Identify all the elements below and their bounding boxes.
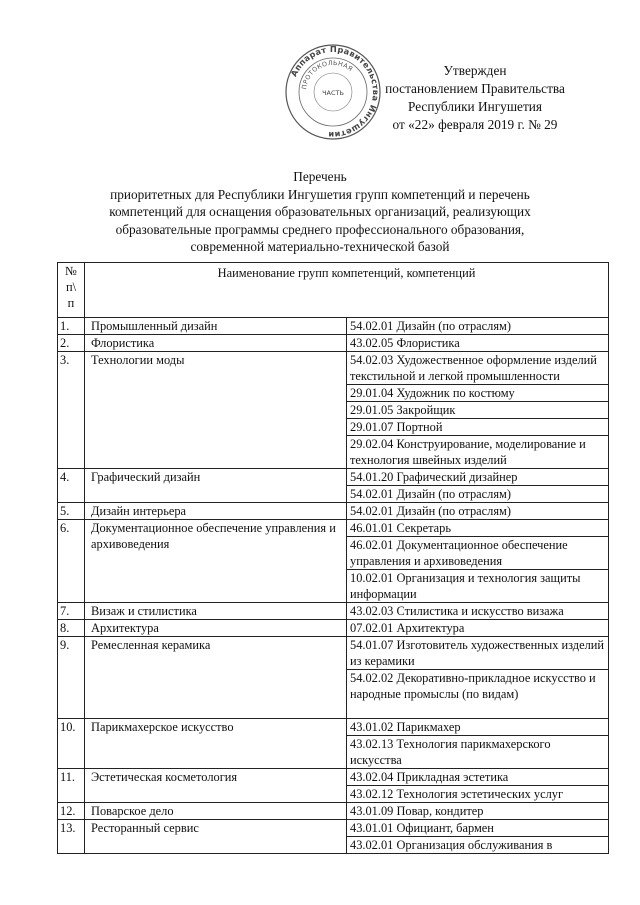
competency-code: 54.02.03 Художественное оформление изделий текстильной и легкой промышленности: [347, 352, 609, 385]
competency-code: 29.02.04 Конструирование, моделирование и технология швейных изделий: [347, 436, 609, 469]
table-row: [58, 503, 609, 520]
header-num-line: п: [67, 296, 75, 310]
table-row: [58, 719, 609, 736]
competency-code: 54.02.02 Декоративно-прикладное искусство и народные промыслы (по видам): [347, 670, 609, 719]
table-row: [58, 335, 609, 352]
seal-outer-text: Аппарат Правительства Ингушетии: [288, 43, 382, 141]
approval-line-1: Утвержден: [443, 63, 507, 78]
competency-group: Промышленный дизайн: [85, 318, 347, 335]
row-number: 13.: [58, 820, 85, 854]
header-title-cell: Наименование групп компетенций, компетенций: [85, 263, 609, 318]
competency-code: 46.01.01 Секретарь: [347, 520, 609, 537]
heading-line-3: образовательные программы среднего профессионального образования,: [115, 221, 525, 237]
header-num-line: №: [65, 264, 77, 278]
competency-code: 54.02.01 Дизайн (по отраслям): [347, 486, 609, 503]
row-number: 11.: [58, 769, 85, 803]
competency-code: 54.01.07 Изготовитель художественных изделий из керамики: [347, 637, 609, 670]
competency-group: Ресторанный сервис: [85, 820, 347, 854]
row-number: 10.: [58, 719, 85, 769]
table-row: [58, 820, 609, 837]
competency-table: [57, 262, 609, 854]
row-number: 1.: [58, 318, 85, 335]
competency-group: Документационное обеспечение управления и архивоведения: [85, 520, 347, 603]
svg-text:ПРОТОКОЛЬНАЯ: [301, 60, 354, 90]
row-number: 2.: [58, 335, 85, 352]
document-title: Перечень: [293, 169, 347, 184]
competency-group: Поварское дело: [85, 803, 347, 820]
row-number: 8.: [58, 620, 85, 637]
approval-block: [360, 62, 590, 134]
competency-code: 43.02.05 Флористика: [347, 335, 609, 352]
competency-group: Флористика: [85, 335, 347, 352]
competency-code: 29.01.04 Художник по костюму: [347, 385, 609, 402]
row-number: 3.: [58, 352, 85, 469]
table-row: [58, 520, 609, 537]
row-number: 9.: [58, 637, 85, 719]
header-number-cell: [58, 263, 85, 318]
table-row: [58, 469, 609, 486]
competency-code: 43.01.01 Официант, бармен: [347, 820, 609, 837]
heading-line-2: компетенций для оснащения образовательных организаций, реализующих: [109, 204, 531, 219]
competency-code: 43.02.12 Технология эстетических услуг: [347, 786, 609, 803]
row-number: 5.: [58, 503, 85, 520]
seal-center-text: ЧАСТЬ: [322, 89, 344, 97]
competency-code: 43.02.03 Стилистика и искусство визажа: [347, 603, 609, 620]
competency-code: 29.01.05 Закройщик: [347, 402, 609, 419]
heading-line-1: приоритетных для Республики Ингушетия групп компетенций и перечень: [110, 186, 530, 202]
row-number: 7.: [58, 603, 85, 620]
competency-group: Визаж и стилистика: [85, 603, 347, 620]
document-heading: [70, 168, 570, 256]
competency-code: 43.02.04 Прикладная эстетика: [347, 769, 609, 786]
heading-line-4: современной материально-технической базой: [190, 239, 450, 254]
seal-inner-text: ПРОТОКОЛЬНАЯ: [301, 59, 354, 90]
competency-code: 10.02.01 Организация и технология защиты информации: [347, 570, 609, 603]
competency-group: Парикмахерское искусство: [85, 719, 347, 769]
table-header-row: [58, 263, 609, 318]
table-row: [58, 803, 609, 820]
table-row: [58, 620, 609, 637]
competency-group: Эстетическая косметология: [85, 769, 347, 803]
table-row: [58, 352, 609, 385]
competency-code: 54.02.01 Дизайн (по отраслям): [347, 318, 609, 335]
competency-code: 07.02.01 Архитектура: [347, 620, 609, 637]
header-num-line: п\: [65, 280, 77, 294]
row-number: 12.: [58, 803, 85, 820]
competency-code: 29.01.07 Портной: [347, 419, 609, 436]
approval-line-4: от «22» февраля 2019 г. № 29: [392, 117, 558, 132]
approval-line-2: постановлением Правительства: [385, 81, 565, 96]
table-row: [58, 603, 609, 620]
row-number: 4.: [58, 469, 85, 503]
table-row: [58, 637, 609, 670]
competency-group: Технологии моды: [85, 352, 347, 469]
competency-group: Архитектура: [85, 620, 347, 637]
competency-group: Графический дизайн: [85, 469, 347, 503]
competency-code: 54.02.01 Дизайн (по отраслям): [347, 503, 609, 520]
competency-code: 43.01.09 Повар, кондитер: [347, 803, 609, 820]
competency-group: Ремесленная керамика: [85, 637, 347, 719]
competency-group: Дизайн интерьера: [85, 503, 347, 520]
competency-code: 54.01.20 Графический дизайнер: [347, 469, 609, 486]
approval-line-3: Республики Ингушетия: [407, 99, 543, 114]
table-row: [58, 769, 609, 786]
row-number: 6.: [58, 520, 85, 603]
competency-code: 46.02.01 Документационное обеспечение управления и архивоведения: [347, 537, 609, 570]
competency-code: 43.02.13 Технология парикмахерского искусства: [347, 736, 609, 769]
competency-code: 43.02.01 Организация обслуживания в: [347, 837, 609, 854]
competency-code: 43.01.02 Парикмахер: [347, 719, 609, 736]
table-row: [58, 318, 609, 335]
